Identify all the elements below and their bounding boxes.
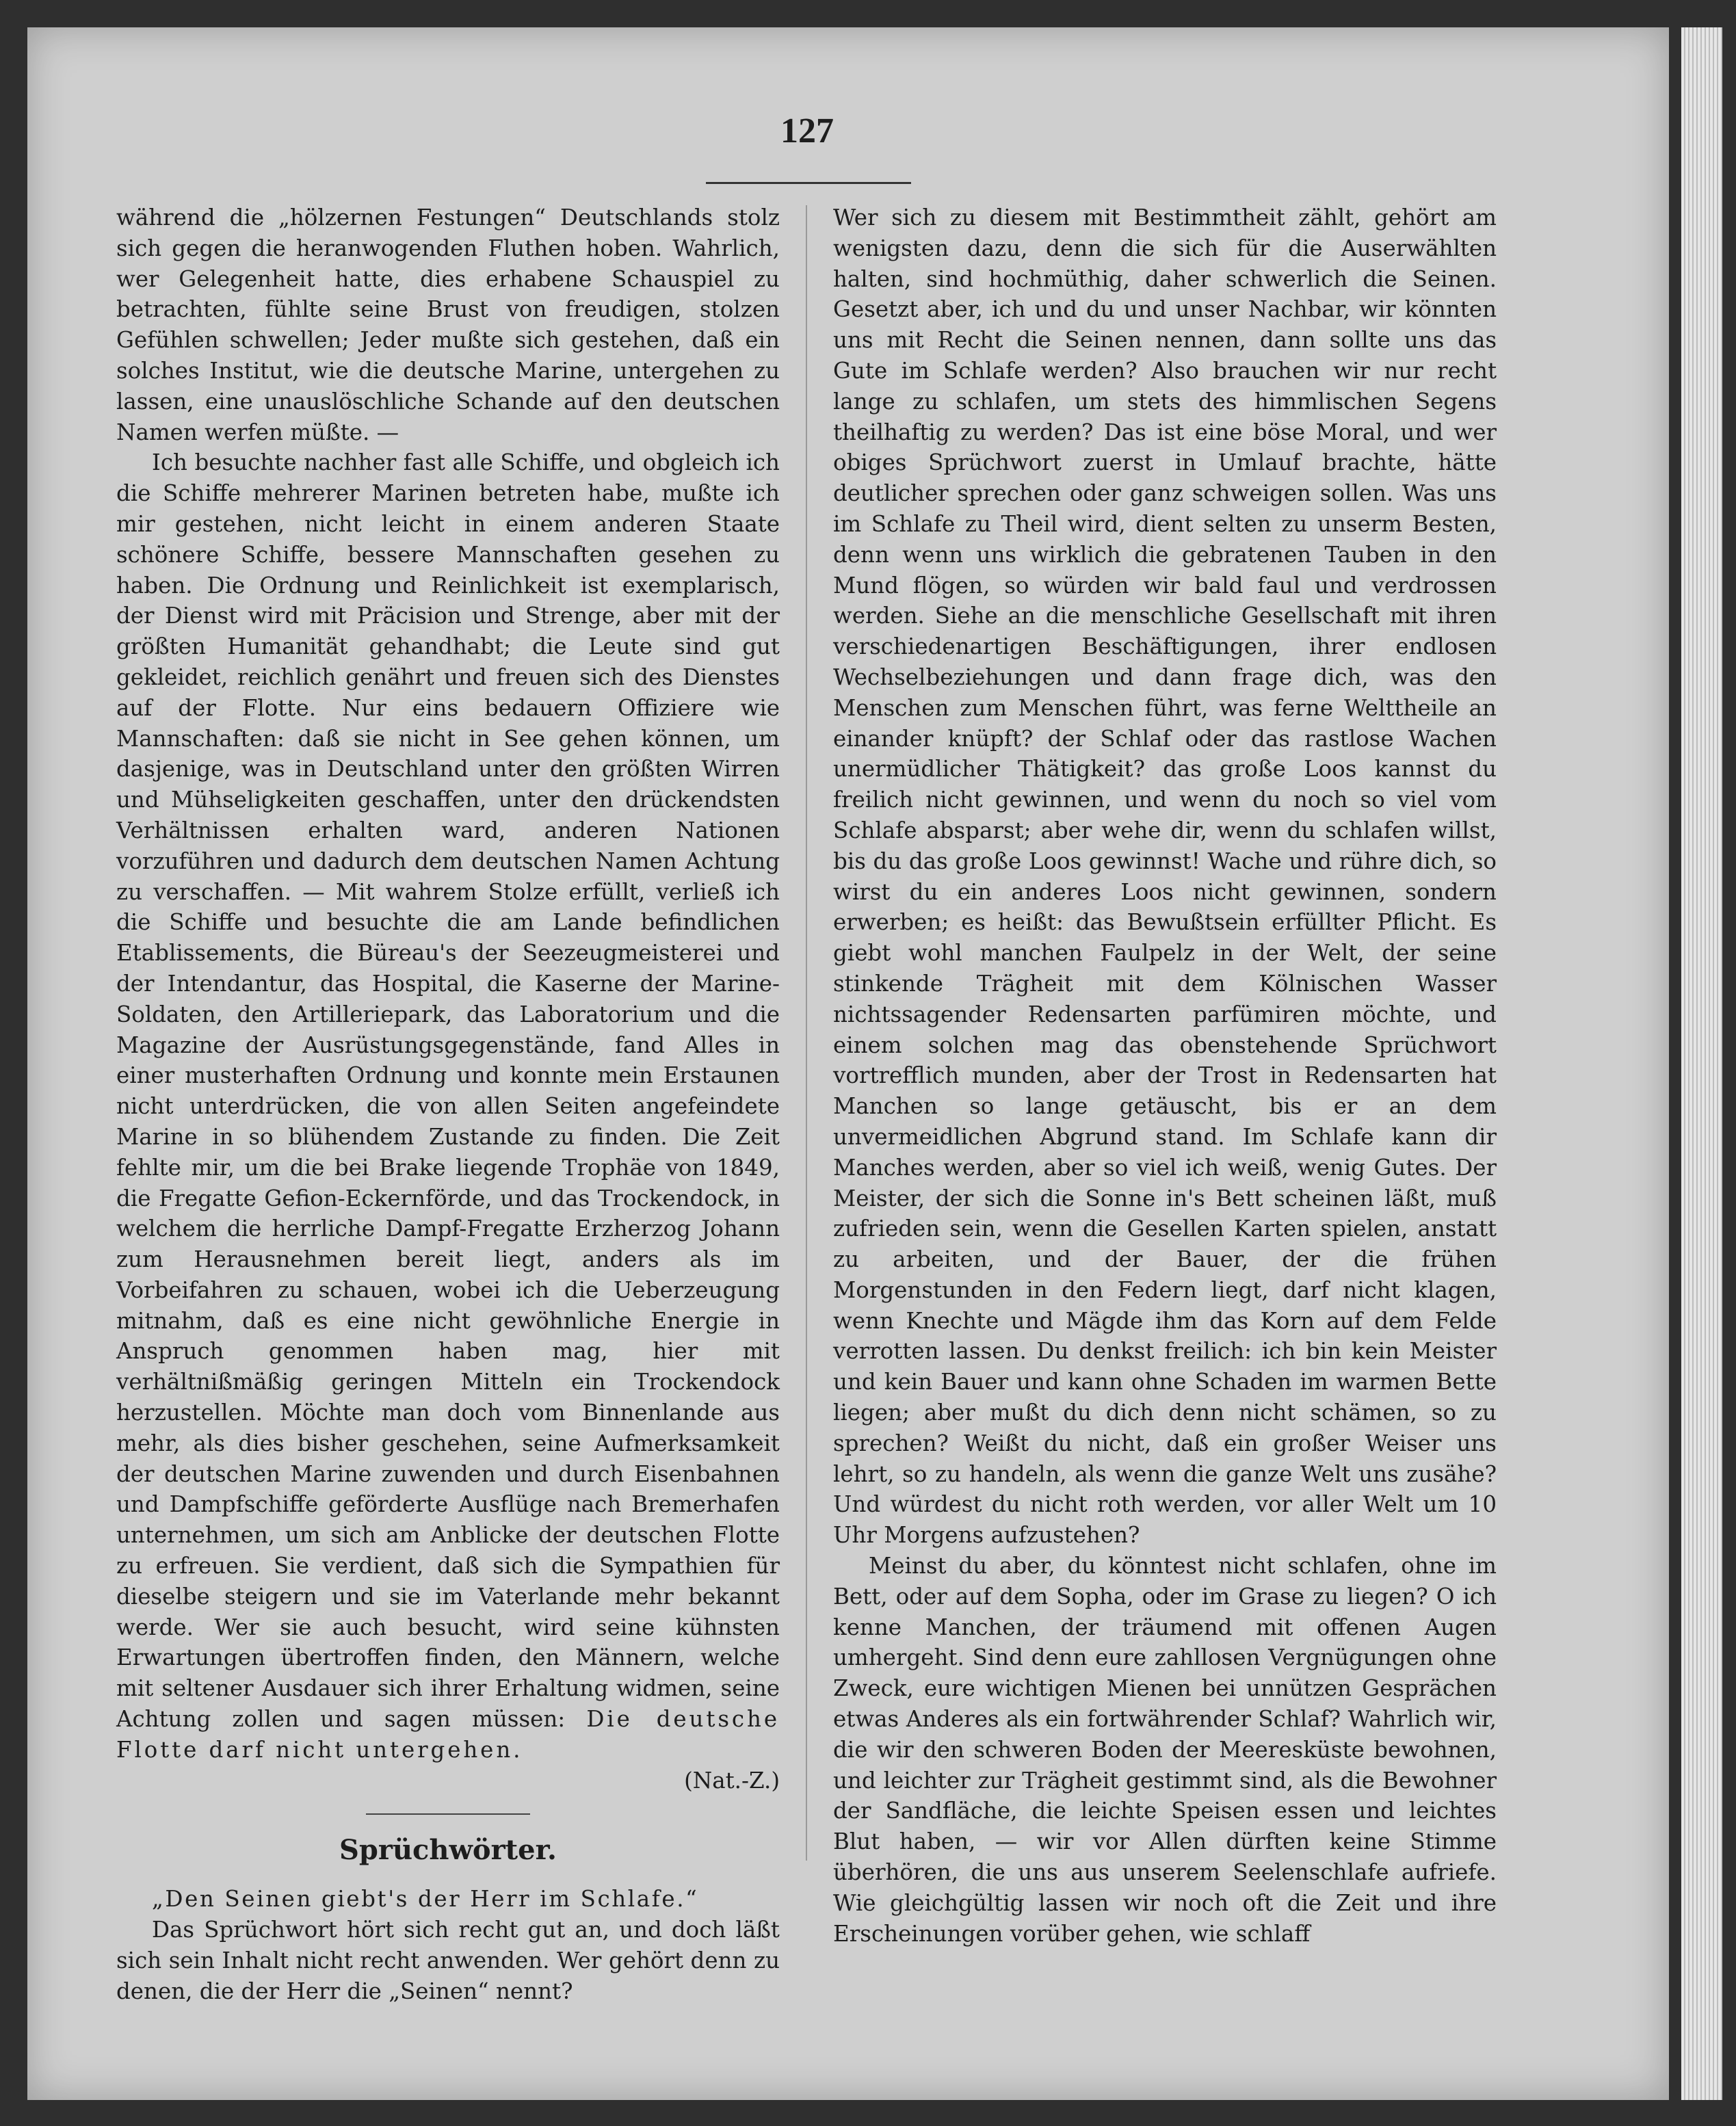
section-rule xyxy=(366,1813,530,1815)
spaced-phrase: Die deutsche Flotte darf nicht untergehen. xyxy=(116,1706,780,1763)
left-column xyxy=(116,202,780,2006)
column-divider xyxy=(806,205,807,1861)
source-citation: (Nat.-Z.) xyxy=(684,1767,780,1794)
paragraph: Meinst du aber, du könntest nicht schlafen, ohne im Bett, oder auf dem Sopha, oder im Grase zu liegen? O ich kenne Manchen, der träumend mit offenen Augen umhergeht. Sind denn eure zahllosen Vergnügungen ohne Zweck, eure wichtigen Mienen bei unnützen Gesprächen etwas Anderes als ein fortwährender Schlaf? Wahrlich wir, die wir den schweren Boden der Meeresküste bewohnen, und leichter zur Trägheit gestimmt sind, als die Bewohner der Sandfläche, die leichte Speisen essen und leichtes Blut haben, — wir vor Allen dürften keine Stimme überhören, die uns aus unserem Seelenschlafe aufriefe. Wie gleichgültig lassen wir noch oft die Zeit und ihre Erscheinungen vorüber gehen, wie schlaff xyxy=(833,1553,1497,1947)
paragraph-text: Ich besuchte nachher fast alle Schiffe, und obgleich ich die Schiffe mehrerer Marinen betreten habe, mußte ich mir gestehen, nicht leicht in einem anderen Staate schönere Schiffe, bessere Mannschaften gesehen zu haben. Die Ordnung und Reinlichkeit ist exemplarisch, der Dienst wird mit Präcision und Strenge, aber mit der größten Humanität gehandhabt; die Leute sind gut gekleidet, reichlich genährt und freuen sich des Dienstes auf der Flotte. Nur eins bedauern Offiziere wie Mannschaften: daß sie nicht in See gehen können, um dasjenige, was in Deutschland unter den größten Wirren und Mühseligkeiten geschaffen, unter den drückendsten Verhältnissen erhalten ward, anderen Nationen vorzuführen und dadurch dem deutschen Namen Achtung zu verschaffen. — Mit wahrem Stolze erfüllt, verließ ich die Schiffe und besuchte die am Lande befindlichen Etablissements, die Büreau's der Seezeugmeisterei und der Intendantur, das Hospital, die Kaserne der Marine-Soldaten, den Artilleriepark, das Laboratorium und die Magazine der Ausrüstungsgegenstände, fand Alles in einer musterhaften Ordnung und konnte mein Erstaunen nicht unterdrücken, die von allen Seiten angefeindete Marine in so blühendem Zustande zu finden. Die Zeit fehlte mir, um die bei Brake liegende Trophäe von 1849, die Fregatte Gefion-Eckernförde, und das Trockendock, in welchem die herrliche Dampf-Fregatte Erzherzog Johann zum Herausnehmen bereit liegt, anders als im Vorbeifahren zu schauen, wobei ich die Ueberzeugung mitnahm, daß es eine nicht gewöhnliche Energie in Anspruch genommen haben mag, hier mit verhältnißmäßig geringen Mitteln ein Trockendock herzustellen. Möchte man doch vom Binnenlande aus mehr, als dies bisher geschehen, seine Aufmerksamkeit der deutschen Marine zuwenden und durch Eisenbahnen und Dampfschiffe geförderte Ausflüge nach Bremerhafen unternehmen, um sich am Anblicke der deutschen Flotte zu erfreuen. Sie verdient, daß sich die Sympathien für dieselbe steigern und sie im Vaterlande mehr bekannt werde. Wer sie auch besucht, wird seine kühnsten Erwartungen übertroffen finden, den Männern, welche mit seltener Ausdauer sich ihrer Erhaltung widmen, seine Achtung zollen und sagen müssen: xyxy=(116,449,780,1733)
paragraph: Das Sprüchwort hört sich recht gut an, und doch läßt sich sein Inhalt nicht recht anwenden. Wer gehört denn zu denen, die der Herr die „Seinen“ nennt? xyxy=(116,1917,780,2004)
right-column xyxy=(833,202,1497,1949)
page-number: 127 xyxy=(780,111,834,150)
header-rule xyxy=(706,182,911,184)
page-edges xyxy=(1681,27,1722,2100)
signoff xyxy=(116,1766,780,1796)
paragraph: Wer sich zu diesem mit Bestimmtheit zählt, gehört am wenigsten dazu, denn die sich für die Auserwählten halten, sind hochmüthig, daher schwerlich die Seinen. Gesetzt aber, ich und du und unser Nachbar, wir könnten uns mit Recht die Seinen nennen, dann sollte uns das Gute im Schlafe werden? Also brauchen wir nur recht lange zu schlafen, um stets des himmlischen Segens theilhaftig zu werden? Das ist eine böse Moral, und wer obiges Sprüchwort zuerst in Umlauf brachte, hätte deutlicher sprechen oder ganz schweigen sollen. Was uns im Schlafe zu Theil wird, dient selten zu unserm Besten, denn wenn uns wirklich die gebratenen Tauben in den Mund flögen, so würden wir bald faul und verdrossen werden. Siehe an die menschliche Gesellschaft mit ihren verschiedenartigen Beschäftigungen, ihrer endlosen Wechselbeziehungen und dann frage dich, was den Menschen zum Menschen führt, was ferne Welttheile an einander knüpft? der Schlaf oder das rastlose Wachen unermüdlicher Thätigkeit? das große Loos kannst du freilich nicht gewinnen, und wenn du noch so viel vom Schlafe absparst; aber wehe dir, wenn du schlafen willst, bis du das große Loos gewinnst! Wache und rühre dich, so wirst du ein anderes Loos nicht gewinnen, sondern erwerben; es heißt: das Bewußtsein erfüllter Pflicht. Es giebt wohl manchen Faulpelz in der Welt, der seine stinkende Trägheit mit dem Kölnischen Wasser nichtssagender Redensarten parfümiren möchte, und einem solchen mag das obenstehende Sprüchwort vortrefflich munden, aber der Trost in Redensarten hat Manchen so lange getäuscht, bis er an dem unvermeidlichen Abgrund stand. Im Schlafe kann dir Manches werden, aber so viel ich weiß, wenig Gutes. Der Meister, der sich die Sonne in's Bett scheinen läßt, muß zufrieden sein, wenn die Gesellen Karten spielen, anstatt zu arbeiten, und der Bauer, der die frühen Morgenstunden in den Federn liegt, darf nicht klagen, wenn Knechte und Mägde ihm das Korn auf dem Felde verrotten lassen. Du denkst freilich: ich bin kein Meister und kein Bauer und kann ohne Schaden im warmen Bette liegen; aber mußt du dich denn nicht schämen, so zu sprechen? Weißt du nicht, daß ein großer Weiser uns lehrt, so zu handeln, als wenn die ganze Welt uns zusähe? Und würdest du nicht roth werden, vor aller Welt um 10 Uhr Morgens aufzustehen? xyxy=(833,205,1497,1549)
motto: „Den Seinen giebt's der Herr im Schlafe.“ xyxy=(152,1886,699,1913)
paragraph: während die „hölzernen Festungen“ Deutschlands stolz sich gegen die heranwogenden Fluthen hoben. Wahrlich, wer Gelegenheit hatte, dies erhabene Schauspiel zu betrachten, fühlte seine Brust von freudigen, stolzen Gefühlen schwellen; Jeder mußte sich gestehen, daß ein solches Institut, wie die deutsche Marine, untergehen zu lassen, eine unauslöschliche Schande auf den deutschen Namen werfen müßte. — xyxy=(116,205,780,445)
paragraph xyxy=(116,447,780,1765)
section-title: Sprüchwörter. xyxy=(339,1834,557,1867)
